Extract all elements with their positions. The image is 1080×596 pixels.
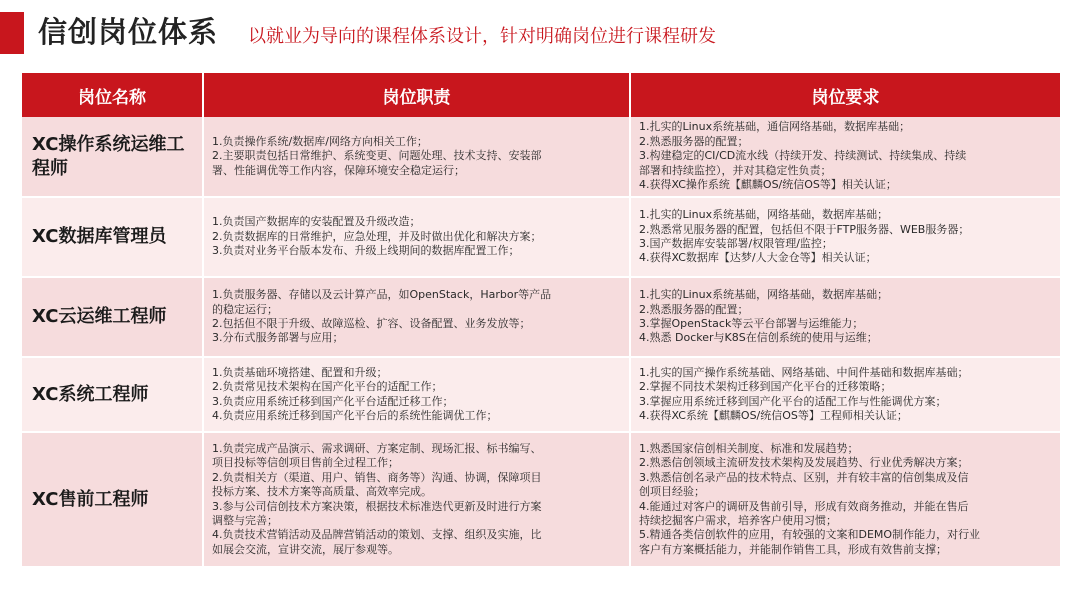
- requirement-line: 1.扎实的Linux系统基础，通信网络基础，数据库基础；: [639, 120, 911, 134]
- duties-cell: [203, 357, 630, 432]
- header-position-name: 岗位名称: [22, 73, 203, 117]
- requirement-line: 5.精通各类信创软件的应用，有较强的文案和DEMO制作能力，对行业: [639, 528, 981, 542]
- duty-line: 1.负责操作系统/数据库/网络方向相关工作；: [212, 134, 428, 148]
- duty-line: 2.负责数据库的日常维护，应急处理，并及时做出优化和解决方案；: [212, 229, 542, 243]
- duty-line: 1.负责服务器、存储以及云计算产品，如OpenStack，Harbor等产品: [212, 288, 552, 302]
- duty-line: 署、性能调优等工作内容，保障环境安全稳定运行；: [212, 163, 465, 177]
- duty-line: 投标方案、技术方案等高质量、高效率完成。: [212, 485, 432, 499]
- requirement-line: 2.熟悉信创领域主流研发技术架构及发展趋势、行业优秀解决方案；: [639, 456, 969, 470]
- position-name: XC云运维工程师: [22, 277, 203, 357]
- table-row: [22, 357, 1060, 432]
- position-name: XC数据库管理员: [22, 197, 203, 277]
- requirement-line: 2.掌握不同技术架构迁移到国产化平台的迁移策略；: [639, 380, 892, 394]
- requirement-line: 4.能通过对客户的调研及售前引导，形成有效商务推动，并能在售后: [639, 499, 969, 513]
- requirement-line: 持续挖掘客户需求，培养客户使用习惯；: [639, 513, 837, 527]
- requirement-line: 4.获得XC操作系统【麒麟OS/统信OS等】相关认证；: [639, 178, 897, 192]
- requirement-line: 3.构建稳定的CI/CD流水线（持续开发、持续测试、持续集成、持续: [639, 149, 967, 163]
- duty-line: 的稳定运行；: [212, 302, 278, 316]
- duty-line: 2.主要职责包括日常维护、系统变更、问题处理、技术支持、安装部: [212, 149, 542, 163]
- page-subtitle: 以就业为导向的课程体系设计，针对明确岗位进行课程研发: [248, 26, 716, 47]
- duty-line: 3.分布式服务部署与应用；: [212, 331, 344, 345]
- duty-line: 3.负责应用系统迁移到国产化平台适配迁移工作；: [212, 394, 454, 408]
- requirements-cell: [630, 432, 1060, 567]
- header-duties: 岗位职责: [203, 73, 630, 117]
- duties-cell: [203, 117, 630, 197]
- requirement-line: 2.熟悉服务器的配置；: [639, 302, 749, 316]
- header-requirements: 岗位要求: [630, 73, 1060, 117]
- duty-line: 2.包括但不限于升级、故障巡检、扩容、设备配置、业务发放等；: [212, 317, 531, 330]
- duty-line: 3.负责对业务平台版本发布、升级上线期间的数据库配置工作；: [212, 244, 520, 258]
- duty-line: 3.参与公司信创技术方案决策，根据技术标准迭代更新及时进行方案: [212, 499, 542, 513]
- requirement-line: 部署和持续监控），并对其稳定性负责；: [639, 163, 832, 177]
- requirement-line: 3.掌握应用系统迁移到国产化平台的适配工作与性能调优方案；: [639, 394, 947, 408]
- duty-line: 1.负责基础环境搭建、配置和升级；: [212, 365, 388, 379]
- table-row: [22, 432, 1060, 567]
- requirement-line: 1.熟悉国家信创相关制度、标准和发展趋势；: [639, 441, 859, 455]
- table-row: [22, 117, 1060, 197]
- requirement-line: 2.熟悉常见服务器的配置，包括但不限于FTP服务器、WEB服务器；: [639, 222, 970, 236]
- requirement-line: 2.熟悉服务器的配置；: [639, 134, 749, 148]
- requirements-cell: [630, 197, 1060, 277]
- position-name: XC操作系统运维工程师: [22, 117, 203, 197]
- requirement-line: 3.熟悉信创名录产品的技术特点、区别，并有较丰富的信创集成及信: [639, 470, 969, 484]
- requirement-line: 4.获得XC系统【麒麟OS/统信OS等】工程师相关认证；: [639, 408, 908, 422]
- requirement-line: 1.扎实的国产操作系统基础、网络基础、中间件基础和数据库基础；: [639, 365, 969, 379]
- requirements-cell: [630, 357, 1060, 432]
- duty-line: 2.负责常见技术架构在国产化平台的适配工作；: [212, 380, 443, 394]
- duty-line: 4.负责应用系统迁移到国产化平台后的系统性能调优工作；: [212, 408, 498, 422]
- duties-cell: [203, 432, 630, 567]
- requirement-line: 4.熟悉 Docker与K8S在信创系统的使用与运维；: [639, 331, 878, 345]
- duty-line: 调整与完善；: [212, 513, 278, 527]
- duty-line: 1.负责完成产品演示、需求调研、方案定制、现场汇报、标书编写、: [212, 441, 542, 455]
- requirement-line: 3.掌握OpenStack等云平台部署与运维能力；: [639, 317, 864, 330]
- requirement-line: 1.扎实的Linux系统基础，网络基础，数据库基础；: [639, 288, 889, 302]
- title-accent-bar: [0, 12, 24, 54]
- requirement-line: 客户有方案概括能力，并能制作销售工具，形成有效售前支撑；: [639, 542, 947, 556]
- duties-cell: [203, 197, 630, 277]
- requirements-cell: [630, 277, 1060, 357]
- page-title: 信创岗位体系: [38, 15, 219, 49]
- requirement-line: 3.国产数据库安装部署/权限管理/监控；: [639, 237, 833, 250]
- duty-line: 项目投标等信创项目售前全过程工作；: [212, 456, 399, 470]
- duty-line: 如展会交流，宣讲交流，展厅参观等。: [212, 542, 399, 556]
- position-name: XC售前工程师: [22, 432, 203, 567]
- requirement-line: 1.扎实的Linux系统基础，网络基础，数据库基础；: [639, 208, 889, 222]
- requirements-cell: [630, 117, 1060, 197]
- table-row: [22, 277, 1060, 357]
- job-positions-table: [22, 73, 1060, 568]
- duty-line: 4.负责技术营销活动及品牌营销活动的策划、支撑、组织及实施，比: [212, 528, 542, 542]
- requirement-line: 创项目经验；: [639, 485, 705, 499]
- table-header-row: [22, 73, 1060, 117]
- position-name: XC系统工程师: [22, 357, 203, 432]
- duty-line: 1.负责国产数据库的安装配置及升级改造；: [212, 215, 421, 229]
- duties-cell: [203, 277, 630, 357]
- duty-line: 2.负责相关方（渠道、用户、销售、商务等）沟通、协调，保障项目: [212, 470, 542, 484]
- table-row: [22, 197, 1060, 277]
- requirement-line: 4.获得XC数据库【达梦/人大金仓等】相关认证；: [639, 251, 877, 265]
